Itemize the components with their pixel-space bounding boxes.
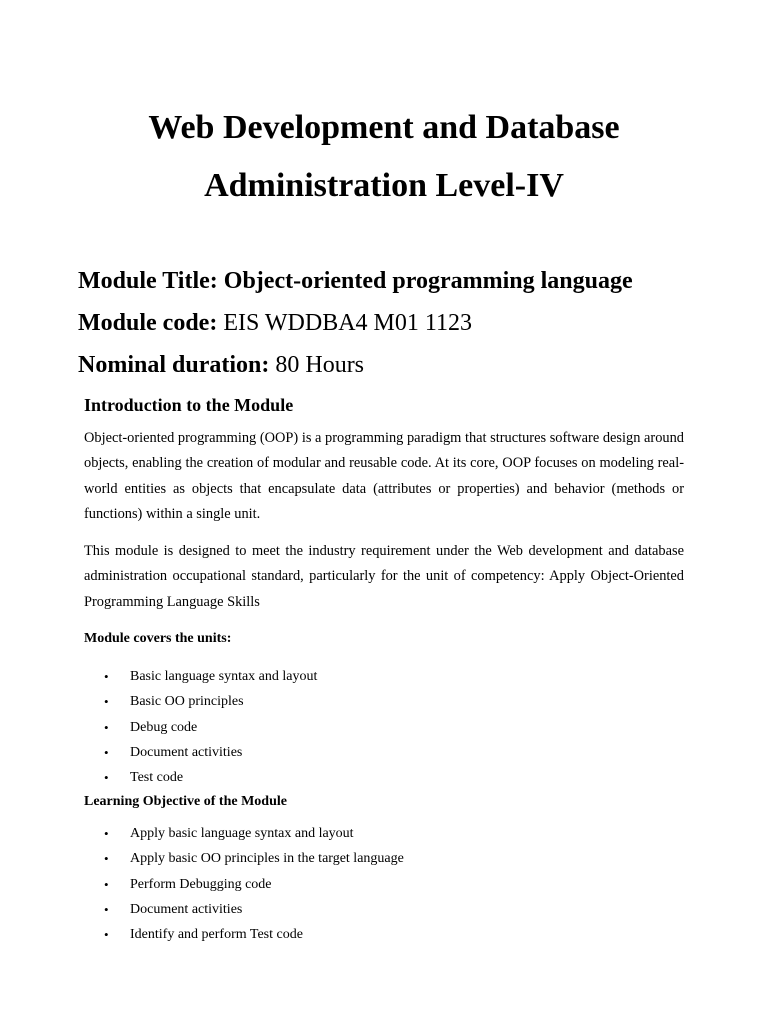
list-item — [84, 664, 684, 689]
module-title-label: Module Title: — [78, 268, 218, 294]
nominal-duration-line — [78, 350, 364, 380]
module-code-label: Module code: — [78, 310, 218, 336]
module-title-value: Object-oriented programming language — [223, 268, 633, 294]
list-item-text: Debug code — [130, 719, 198, 735]
intro-heading: Introduction to the Module — [84, 395, 294, 415]
list-item — [84, 821, 684, 846]
list-item-text: Document activities — [130, 744, 243, 760]
nominal-duration-value: 80 Hours — [275, 352, 365, 378]
units-heading: Module covers the units: — [84, 631, 232, 646]
bullet-icon: • — [104, 927, 109, 943]
objectives-list — [84, 821, 684, 947]
objectives-heading: Learning Objective of the Module — [84, 794, 287, 809]
list-item — [84, 740, 684, 765]
list-item-text: Basic language syntax and layout — [130, 669, 318, 684]
list-item-text: Apply basic OO principles in the target language — [130, 851, 404, 867]
document-title-line-2: Administration Level-IV — [204, 167, 564, 204]
list-item — [84, 846, 684, 871]
nominal-duration-label: Nominal duration: — [78, 352, 270, 378]
bullet-icon: • — [104, 901, 109, 917]
module-title-line — [78, 266, 633, 296]
intro-paragraph-2: This module is designed to meet the industry requirement under the Web development and database administration occupational standard, particularly for the unit of competency: Apply Object-Oriented Programming Language Skills — [84, 543, 684, 610]
bullet-icon: • — [104, 770, 109, 786]
module-code-value: EIS WDDBA4 M01 1123 — [223, 310, 472, 336]
intro-paragraph-1: Object-oriented programming (OOP) is a programming paradigm that structures software design around objects, enabling the creation of modular and reusable code. At its core, OOP focuses on modeling real-world entities as objects that encapsulate data (attributes or properties) and behavior (methods or functions) within a single unit. — [84, 430, 684, 522]
bullet-icon: • — [104, 669, 109, 684]
list-item — [84, 689, 684, 714]
list-item-text: Apply basic language syntax and layout — [130, 826, 354, 841]
list-item-text: Basic OO principles — [130, 694, 244, 710]
bullet-icon: • — [104, 851, 109, 867]
bullet-icon: • — [104, 694, 109, 710]
units-list — [84, 664, 684, 790]
list-item-text: Perform Debugging code — [130, 876, 272, 892]
list-item — [84, 715, 684, 740]
bullet-icon: • — [104, 719, 109, 735]
list-item — [84, 765, 684, 790]
list-item — [84, 872, 684, 897]
module-code-line — [78, 308, 472, 338]
list-item-text: Document activities — [130, 901, 243, 917]
list-item-text: Test code — [130, 770, 184, 786]
document-title-line-1: Web Development and Database — [148, 109, 620, 146]
list-item — [84, 922, 684, 947]
bullet-icon: • — [104, 826, 109, 841]
bullet-icon: • — [104, 744, 109, 760]
list-item — [84, 897, 684, 922]
bullet-icon: • — [104, 876, 109, 892]
list-item-text: Identify and perform Test code — [130, 927, 303, 943]
